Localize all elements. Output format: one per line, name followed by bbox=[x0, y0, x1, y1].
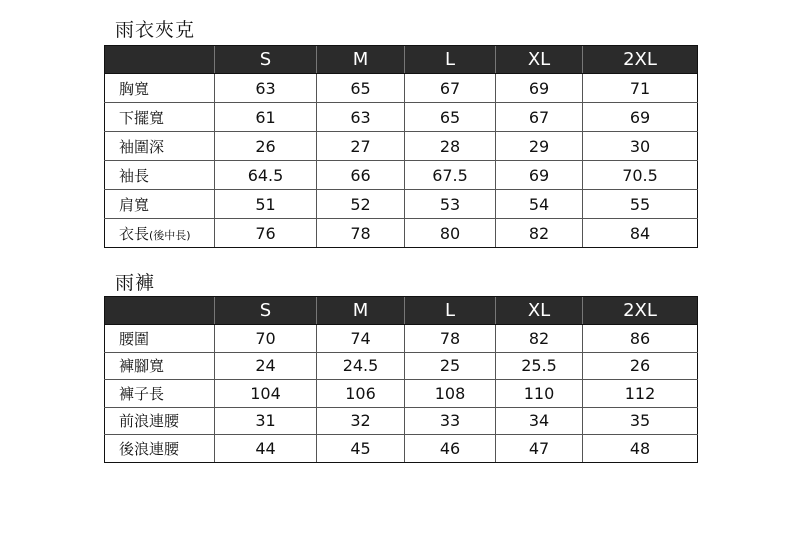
measurement-cell: 64.5 bbox=[215, 161, 317, 190]
measurement-cell: 28 bbox=[405, 132, 496, 161]
measurement-cell: 45 bbox=[317, 435, 405, 463]
measurement-cell: 24.5 bbox=[317, 352, 405, 380]
size-header-cell: S bbox=[215, 297, 317, 325]
measurement-cell: 66 bbox=[317, 161, 405, 190]
row-label bbox=[105, 219, 215, 248]
measurement-cell: 78 bbox=[317, 219, 405, 248]
measurement-cell: 26 bbox=[215, 132, 317, 161]
row-label bbox=[105, 380, 215, 408]
measurement-cell: 48 bbox=[583, 435, 698, 463]
row-label bbox=[105, 352, 215, 380]
row-label-text: 袖長 bbox=[119, 166, 150, 185]
measurement-cell: 44 bbox=[215, 435, 317, 463]
measurement-cell: 74 bbox=[317, 325, 405, 353]
measurement-cell: 25.5 bbox=[496, 352, 583, 380]
table-row bbox=[105, 132, 698, 161]
measurement-cell: 65 bbox=[317, 74, 405, 103]
table-header-row bbox=[105, 297, 698, 325]
row-label-text: 褲子長 bbox=[119, 384, 165, 403]
row-label-text: 前浪連腰 bbox=[119, 412, 180, 431]
table-row bbox=[105, 407, 698, 435]
measurement-cell: 76 bbox=[215, 219, 317, 248]
measurement-cell: 33 bbox=[405, 407, 496, 435]
measurement-cell: 63 bbox=[215, 74, 317, 103]
measurement-cell: 69 bbox=[496, 161, 583, 190]
measurement-cell: 26 bbox=[583, 352, 698, 380]
row-label bbox=[105, 325, 215, 353]
row-label bbox=[105, 435, 215, 463]
row-label bbox=[105, 74, 215, 103]
measurement-cell: 51 bbox=[215, 190, 317, 219]
table-row bbox=[105, 435, 698, 463]
measurement-cell: 67 bbox=[405, 74, 496, 103]
measurement-cell: 106 bbox=[317, 380, 405, 408]
measurement-cell: 35 bbox=[583, 407, 698, 435]
measurement-cell: 112 bbox=[583, 380, 698, 408]
measurement-cell: 67 bbox=[496, 103, 583, 132]
size-header-cell: XL bbox=[496, 46, 583, 74]
measurement-cell: 110 bbox=[496, 380, 583, 408]
row-label-text: 後浪連腰 bbox=[119, 439, 180, 458]
table-row bbox=[105, 352, 698, 380]
measurement-cell: 32 bbox=[317, 407, 405, 435]
measurement-cell: 70.5 bbox=[583, 161, 698, 190]
measurement-cell: 25 bbox=[405, 352, 496, 380]
jacket-section-title: 雨衣夾克 bbox=[115, 19, 196, 41]
pants-section-title: 雨褲 bbox=[115, 272, 156, 294]
size-header-cell: L bbox=[405, 46, 496, 74]
measurement-cell: 67.5 bbox=[405, 161, 496, 190]
table-row bbox=[105, 74, 698, 103]
table-row bbox=[105, 190, 698, 219]
row-label bbox=[105, 161, 215, 190]
measurement-cell: 71 bbox=[583, 74, 698, 103]
measurement-cell: 29 bbox=[496, 132, 583, 161]
measurement-cell: 53 bbox=[405, 190, 496, 219]
table-row bbox=[105, 380, 698, 408]
measurement-cell: 55 bbox=[583, 190, 698, 219]
measurement-cell: 82 bbox=[496, 219, 583, 248]
measurement-cell: 69 bbox=[583, 103, 698, 132]
row-label-text: 胸寬 bbox=[119, 79, 150, 98]
measurement-cell: 31 bbox=[215, 407, 317, 435]
size-header-cell: L bbox=[405, 297, 496, 325]
measurement-cell: 34 bbox=[496, 407, 583, 435]
measurement-cell: 82 bbox=[496, 325, 583, 353]
measurement-cell: 54 bbox=[496, 190, 583, 219]
row-label bbox=[105, 103, 215, 132]
row-label-note: (後中長) bbox=[149, 228, 191, 242]
measurement-cell: 80 bbox=[405, 219, 496, 248]
measurement-cell: 70 bbox=[215, 325, 317, 353]
measurement-cell: 30 bbox=[583, 132, 698, 161]
pants-size-table bbox=[104, 296, 698, 463]
measurement-cell: 84 bbox=[583, 219, 698, 248]
measurement-cell: 65 bbox=[405, 103, 496, 132]
table-row bbox=[105, 161, 698, 190]
size-header-cell: M bbox=[317, 46, 405, 74]
table-header-row bbox=[105, 46, 698, 74]
measurement-cell: 86 bbox=[583, 325, 698, 353]
row-label-text: 腰圍 bbox=[119, 329, 150, 348]
measurement-cell: 46 bbox=[405, 435, 496, 463]
table-row bbox=[105, 103, 698, 132]
size-header-cell: M bbox=[317, 297, 405, 325]
measurement-cell: 69 bbox=[496, 74, 583, 103]
row-label-text: 袖圍深 bbox=[119, 137, 165, 156]
measurement-cell: 47 bbox=[496, 435, 583, 463]
measurement-cell: 108 bbox=[405, 380, 496, 408]
measurement-cell: 52 bbox=[317, 190, 405, 219]
measurement-cell: 24 bbox=[215, 352, 317, 380]
row-label-text: 下擺寬 bbox=[119, 108, 165, 127]
measurement-cell: 78 bbox=[405, 325, 496, 353]
size-header-cell: S bbox=[215, 46, 317, 74]
measurement-cell: 27 bbox=[317, 132, 405, 161]
row-label bbox=[105, 190, 215, 219]
row-label-text: 褲腳寬 bbox=[119, 357, 165, 376]
size-header-cell: 2XL bbox=[583, 46, 698, 74]
header-corner-cell bbox=[105, 297, 215, 325]
row-label-text: 肩寬 bbox=[119, 195, 150, 214]
size-header-cell: 2XL bbox=[583, 297, 698, 325]
measurement-cell: 61 bbox=[215, 103, 317, 132]
measurement-cell: 63 bbox=[317, 103, 405, 132]
row-label bbox=[105, 132, 215, 161]
row-label-text: 衣長 bbox=[119, 224, 150, 243]
jacket-size-table bbox=[104, 45, 698, 248]
size-header-cell: XL bbox=[496, 297, 583, 325]
header-corner-cell bbox=[105, 46, 215, 74]
table-row bbox=[105, 325, 698, 353]
table-row bbox=[105, 219, 698, 248]
measurement-cell: 104 bbox=[215, 380, 317, 408]
row-label bbox=[105, 407, 215, 435]
